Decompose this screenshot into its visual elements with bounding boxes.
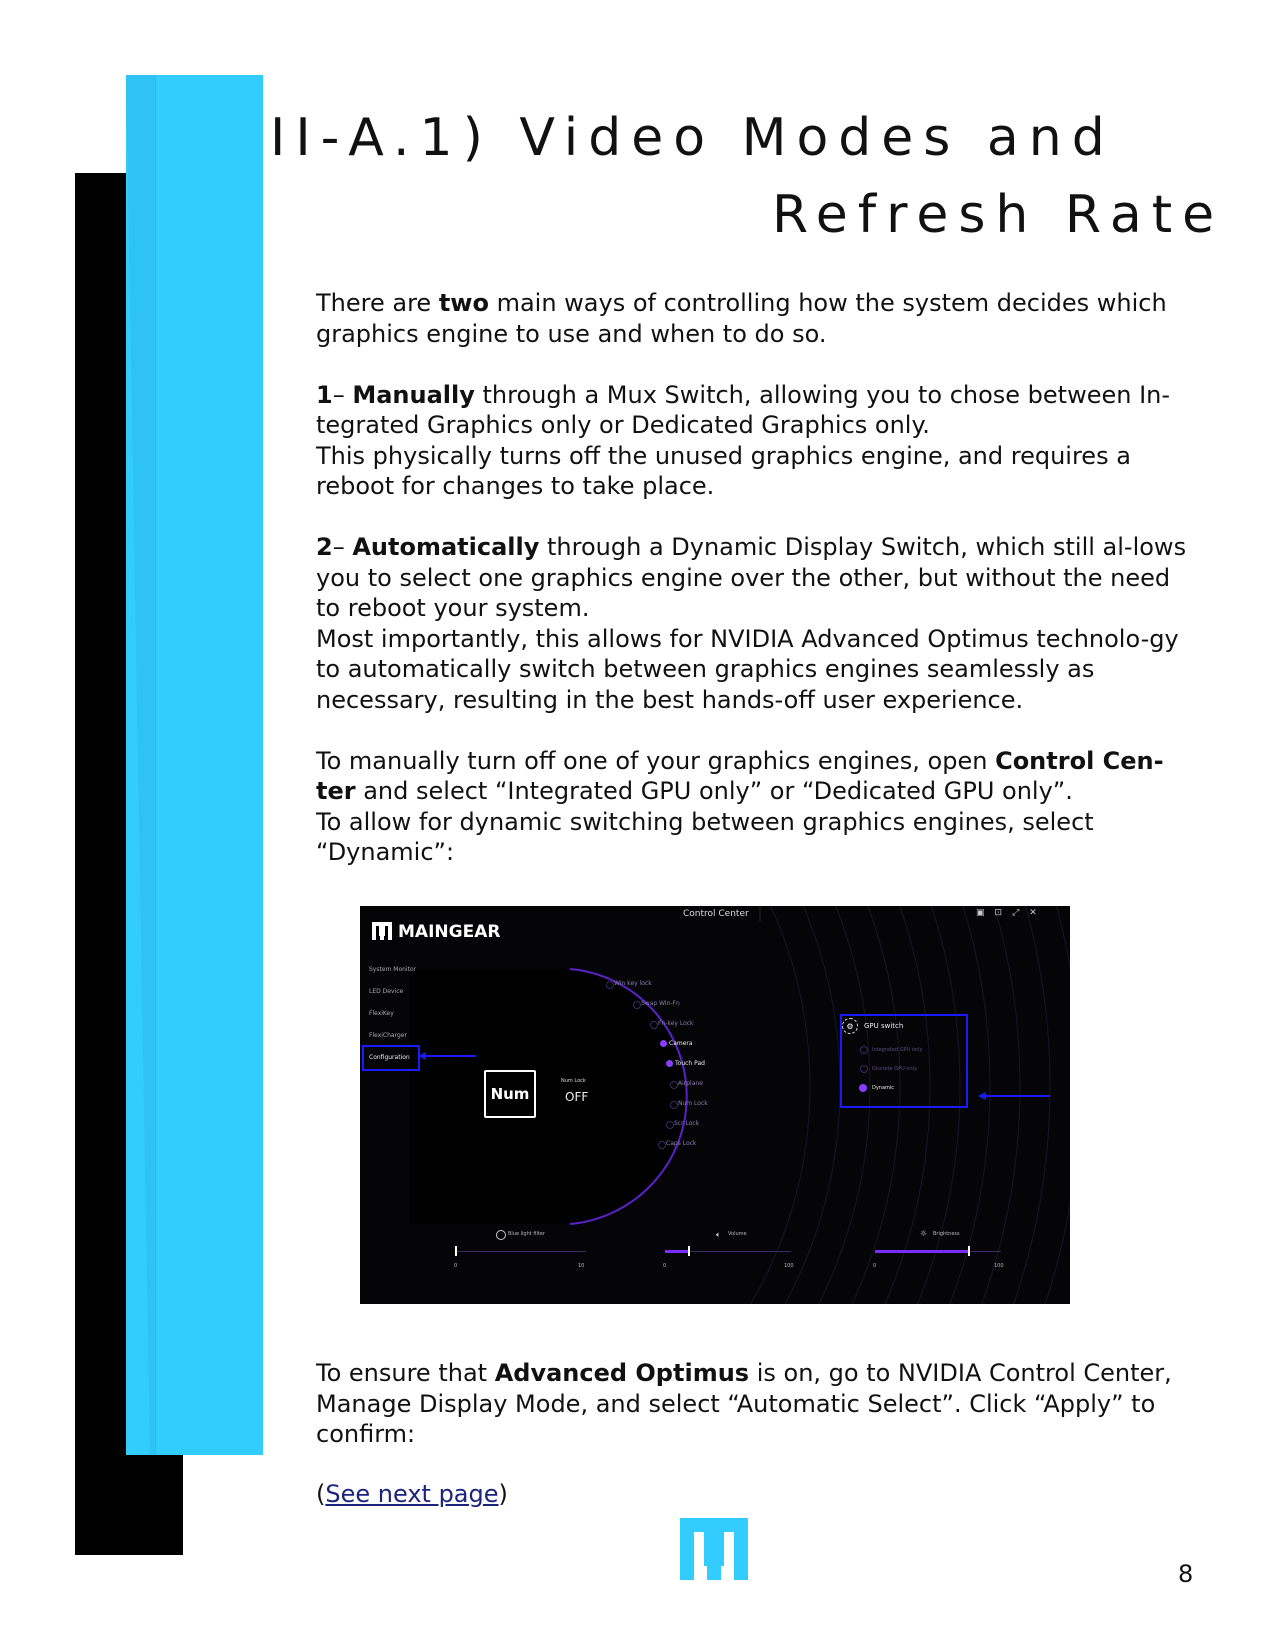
gpu-switch-title: GPU switch [864, 1022, 904, 1030]
feedback-icon[interactable]: ▣ [976, 908, 995, 918]
window-controls [976, 908, 1047, 918]
page-title-line1: II-A.1) Video Modes and [270, 108, 1115, 168]
slider-brightness-thumb [968, 1246, 970, 1256]
maingear-logo-icon-footer [680, 1518, 748, 1586]
gpu-switch-panel [840, 1014, 968, 1108]
num-lock-label: Num Lock [561, 1078, 586, 1084]
see-next-page-link[interactable]: See next page [325, 1480, 499, 1508]
arrow-left-icon [418, 1051, 478, 1061]
window-title: Control Center [683, 909, 749, 919]
menu-led-device[interactable]: LED Device [369, 988, 404, 995]
see-next-page: (See next page) [316, 1480, 508, 1508]
restore-icon[interactable]: ⊡ [994, 908, 1013, 918]
item-manual-paragraph: 1– Manually through a Mux Switch, allowing you to chose between In-tegrated Graphics only or Dedicated Graphics only. This physically turns off the unused graphics engine, and requires a reboot for changes to take place. [316, 380, 1171, 500]
fullscreen-icon[interactable]: ⤢ [1012, 908, 1030, 918]
num-lock-state: OFF [565, 1090, 589, 1104]
brightness-icon: ☼ [920, 1229, 928, 1238]
menu-flexicharger[interactable]: FlexiCharger [369, 1032, 407, 1039]
maingear-logo-icon [372, 922, 392, 940]
gpu-switch-icon: ⚙ [842, 1018, 858, 1034]
menu-configuration[interactable]: Configuration [369, 1054, 410, 1061]
intro-paragraph: There are two main ways of controlling how the system decides which graphics engine to use and when to do so. [316, 289, 1167, 348]
slider-volume-thumb [688, 1246, 690, 1256]
decor-wedge [126, 75, 186, 1455]
arrow-left-icon-gpu [978, 1091, 1052, 1101]
body-text [316, 288, 1196, 898]
item-automatic-paragraph: 2– Automatically through a Dynamic Display Switch, which still al-lows you to select one graphics engine over the other, but without the need to reboot your system. Most importantly, this allows for NVIDIA Advanced Optimus technolo-gy to automatically switch between graphics engines seamlessly as necessary, resulting in the best hands-off user experience. [316, 533, 1187, 714]
close-icon[interactable]: ✕ [1029, 908, 1047, 918]
page-number: 8 [1178, 1560, 1194, 1588]
num-key-icon: Num [484, 1070, 536, 1118]
menu-system-monitor[interactable]: System Monitor [369, 966, 417, 973]
slider-blue-light-thumb [455, 1246, 457, 1256]
instructions-paragraph: To manually turn off one of your graphics engines, open Control Cen-ter and select “Integrated GPU only” or “Dedicated GPU only”. To allow for dynamic switching between graphics engines, select “Dynamic”: [316, 746, 1164, 866]
brand-name: MAINGEAR [398, 922, 501, 942]
menu-flexikey[interactable]: FlexiKey [369, 1010, 394, 1017]
volume-icon: 🔈︎ [716, 1230, 721, 1239]
advanced-optimus-paragraph: To ensure that Advanced Optimus is on, go to NVIDIA Control Center, Manage Display Mode, and select “Automatic Select”. Click “Apply” to confirm: [316, 1359, 1172, 1448]
blue-light-icon [496, 1230, 506, 1240]
control-center-screenshot: Control Center ▣⊡⤢✕ MAINGEAR System Monitor LED Device FlexiKey FlexiCharger Configuration Num Num Lock OFF Win key lock Swap Win-Fn Fn-key Lock Camera Touch Pad Airplane Num Lock Scr Lock Caps Lock ⚙ GPU switch Integrated GPU only Discrete GPU only Dynamic Blue light filter 0 10 🔈︎ Volume 0 100 ☼ Brightness 0 100 [360, 906, 1070, 1304]
page-title-line2: Refresh Rate [772, 185, 1225, 245]
